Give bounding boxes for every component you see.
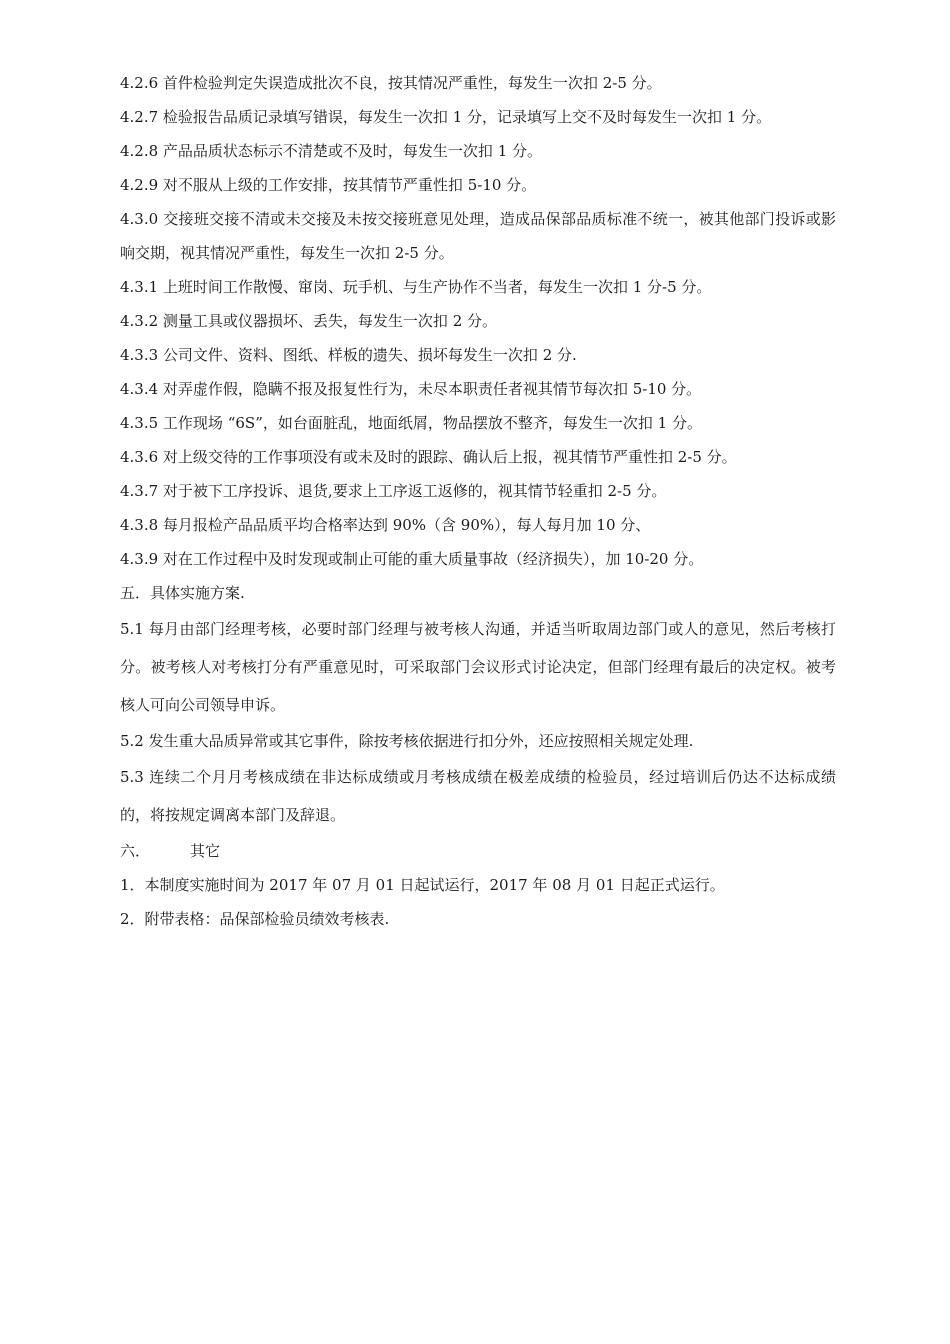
clause-4-3-6: 4.3.6 对上级交待的工作事项没有或未及时的跟踪、确认后上报，视其情节严重性扣 2-5 分。 — [120, 448, 737, 466]
clause-4-3-4: 4.3.4 对弄虚作假，隐瞒不报及报复性行为，未尽本职责任者视其情节每次扣 5-10 分。 — [120, 380, 702, 398]
clause-5-3: 5.3 连续二个月月考核成绩在非达标成绩或月考核成绩在极差成绩的检验员，经过培训后仍达不达标成绩的，将按规定调离本部门及辞退。 — [120, 768, 836, 824]
clause-4-2-8: 4.2.8 产品品质状态标示不清楚或不及时，每发生一次扣 1 分。 — [120, 142, 543, 160]
clause-4-2-7: 4.2.7 检验报告品质记录填写错误，每发生一次扣 1 分，记录填写上交不及时每发生一次扣 1 分。 — [120, 108, 772, 126]
section-6-title: 其它 — [190, 842, 221, 860]
clause-4-3-9: 4.3.9 对在工作过程中及时发现或制止可能的重大质量事故（经济损失），加 10-20 分。 — [120, 550, 704, 568]
document-body — [120, 66, 836, 936]
clause-4-3-2: 4.3.2 测量工具或仪器损坏、丢失，每发生一次扣 2 分。 — [120, 312, 498, 330]
item-1: 1．本制度实施时间为 2017 年 07 月 01 日起试运行，2017 年 08 月 01 日起正式运行。 — [120, 876, 725, 894]
clause-5-2: 5.2 发生重大品质异常或其它事件，除按考核依据进行扣分外，还应按照相关规定处理. — [120, 732, 694, 750]
section-6-heading — [120, 834, 836, 868]
clause-4-3-8: 4.3.8 每月报检产品品质平均合格率达到 90%（含 90%），每人每月加 10 分、 — [120, 516, 651, 534]
clause-4-3-1: 4.3.1 上班时间工作散慢、窜岗、玩手机、与生产协作不当者，每发生一次扣 1 分-5 分。 — [120, 278, 712, 296]
clause-4-3-5: 4.3.5 工作现场 “6S”，如台面脏乱，地面纸屑，物品摆放不整齐，每发生一次扣 1 分。 — [120, 414, 702, 432]
clause-5-1: 5.1 每月由部门经理考核，必要时部门经理与被考核人沟通，并适当听取周边部门或人的意见，然后考核打分。被考核人对考核打分有严重意见时，可采取部门会议形式讨论决定，但部门经理有最后的决定权。被考核人可向公司领导申诉。 — [120, 620, 836, 714]
section-6-number: 六． — [120, 842, 151, 860]
clause-4-3-7: 4.3.7 对于被下工序投诉、退货,要求上工序返工返修的，视其情节轻重扣 2-5 分。 — [120, 482, 667, 500]
clause-4-2-9: 4.2.9 对不服从上级的工作安排，按其情节严重性扣 5-10 分。 — [120, 176, 537, 194]
item-2: 2．附带表格：品保部检验员绩效考核表. — [120, 910, 390, 928]
clause-4-3-3: 4.3.3 公司文件、资料、图纸、样板的遗失、损坏每发生一次扣 2 分. — [120, 346, 577, 364]
section-5-heading: 五．具体实施方案. — [120, 584, 245, 602]
clause-4-3-0: 4.3.0 交接班交接不清或未交接及未按交接班意见处理，造成品保部品质标准不统一，被其他部门投诉或影响交期，视其情况严重性，每发生一次扣 2-5 分。 — [120, 210, 836, 262]
clause-4-2-6: 4.2.6 首件检验判定失误造成批次不良，按其情况严重性，每发生一次扣 2-5 分。 — [120, 74, 662, 92]
